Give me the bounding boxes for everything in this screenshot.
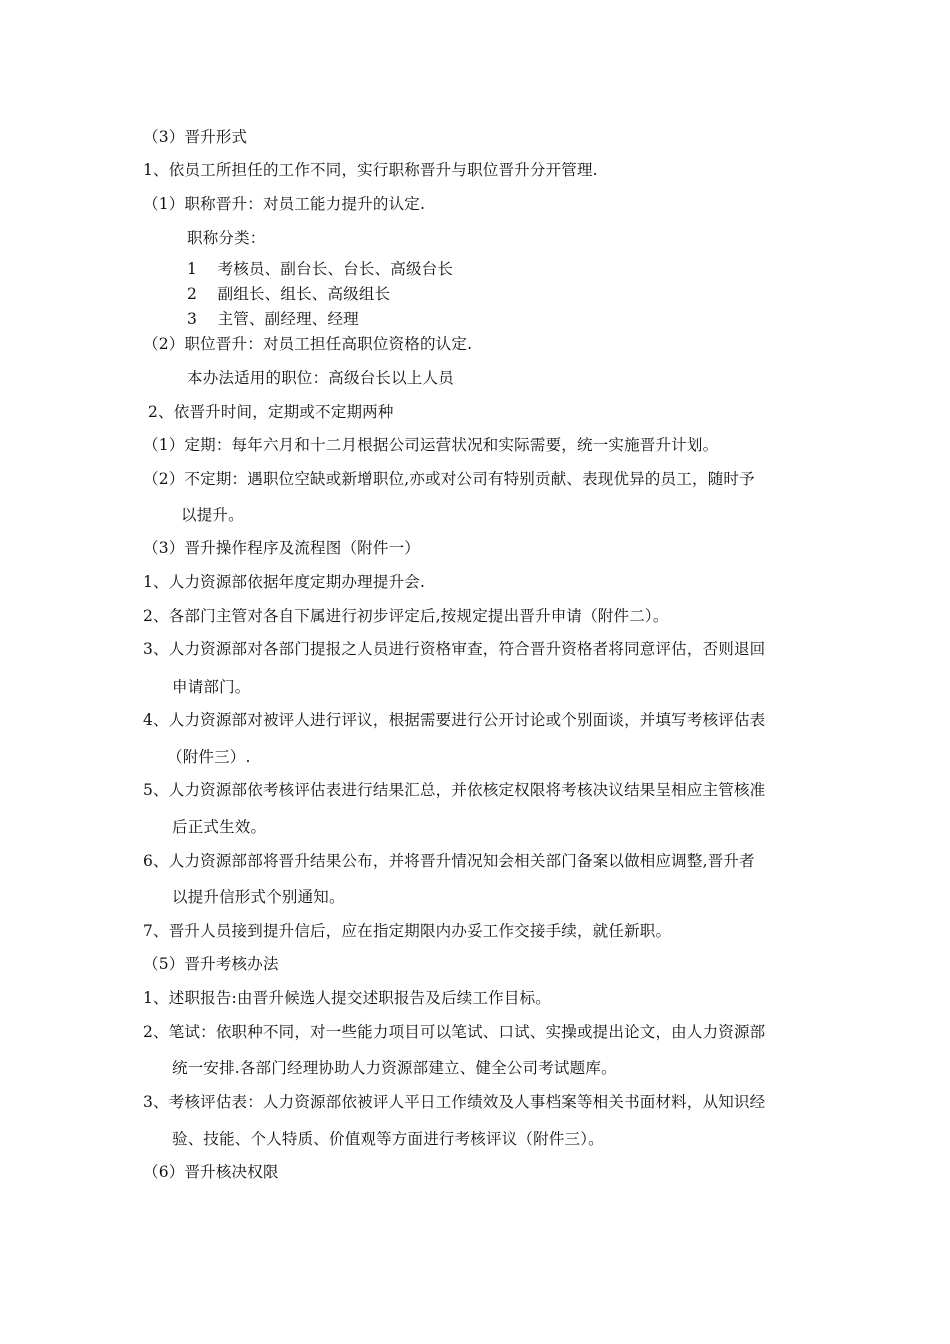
paragraph-line: 1、述职报告:由晋升候选人提交述职报告及后续工作目标。	[143, 989, 551, 1007]
section-heading: （3）晋升形式	[143, 128, 248, 146]
paragraph-line: （1）职称晋升：对员工能力提升的认定.	[143, 195, 426, 213]
paragraph-line: 1、依员工所担任的工作不同，实行职称晋升与职位晋升分开管理.	[143, 161, 598, 179]
paragraph-line: 2、各部门主管对各自下属进行初步评定后,按规定提出晋升申请（附件二）。	[143, 607, 669, 625]
paragraph-line: 3、人力资源部对各部门提报之人员进行资格审查，符合晋升资格者将同意评估，否则退回	[143, 640, 766, 658]
paragraph-line: 职称分类：	[187, 229, 266, 247]
paragraph-line: （1）定期：每年六月和十二月根据公司运营状况和实际需要，统一实施晋升计划。	[143, 436, 719, 454]
paragraph-line: 3、考核评估表：人力资源部依被评人平日工作绩效及人事档案等相关书面材料，从知识经	[143, 1093, 766, 1111]
paragraph-line: 以提升。	[181, 506, 244, 524]
section-heading: （6）晋升核决权限	[143, 1163, 279, 1181]
section-heading: （5）晋升考核办法	[143, 955, 279, 973]
paragraph-line: 本办法适用的职位：高级台长以上人员	[187, 369, 454, 387]
list-item: 3 主管、副经理、经理	[187, 310, 359, 328]
paragraph-line: 4、人力资源部对被评人进行评议，根据需要进行公开讨论或个别面谈，并填写考核评估表	[143, 711, 766, 729]
paragraph-line: 验、技能、个人特质、价值观等方面进行考核评议（附件三）。	[172, 1130, 604, 1148]
paragraph-line: （附件三）.	[167, 748, 251, 766]
paragraph-line: 后正式生效。	[172, 818, 267, 836]
paragraph-line: 以提升信形式个别通知。	[172, 888, 345, 906]
list-item: 1 考核员、副台长、台长、高级台长	[187, 260, 454, 278]
paragraph-line: 2、笔试：依职种不同，对一些能力项目可以笔试、口试、实操或提出论文，由人力资源部	[143, 1023, 766, 1041]
paragraph-line: 统一安排.各部门经理协助人力资源部建立、健全公司考试题库。	[172, 1059, 617, 1077]
paragraph-line: （2）不定期：遇职位空缺或新增职位,亦或对公司有特别贡献、表现优异的员工，随时予	[143, 470, 755, 488]
paragraph-line: （2）职位晋升：对员工担任高职位资格的认定.	[143, 335, 473, 353]
paragraph-line: 2、依晋升时间，定期或不定期两种	[148, 403, 394, 421]
list-item: 2 副组长、组长、高级组长	[187, 285, 391, 303]
paragraph-line: 1、人力资源部依据年度定期办理提升会.	[143, 573, 426, 591]
paragraph-line: 5、人力资源部依考核评估表进行结果汇总，并依核定权限将考核决议结果呈相应主管核准	[143, 781, 766, 799]
paragraph-line: 6、人力资源部部将晋升结果公布，并将晋升情况知会相关部门备案以做相应调整,晋升者	[143, 852, 755, 870]
paragraph-line: 7、晋升人员接到提升信后，应在指定期限内办妥工作交接手续，就任新职。	[143, 922, 672, 940]
paragraph-line: 申请部门。	[172, 678, 251, 696]
section-heading: （3）晋升操作程序及流程图（附件一）	[143, 539, 420, 557]
